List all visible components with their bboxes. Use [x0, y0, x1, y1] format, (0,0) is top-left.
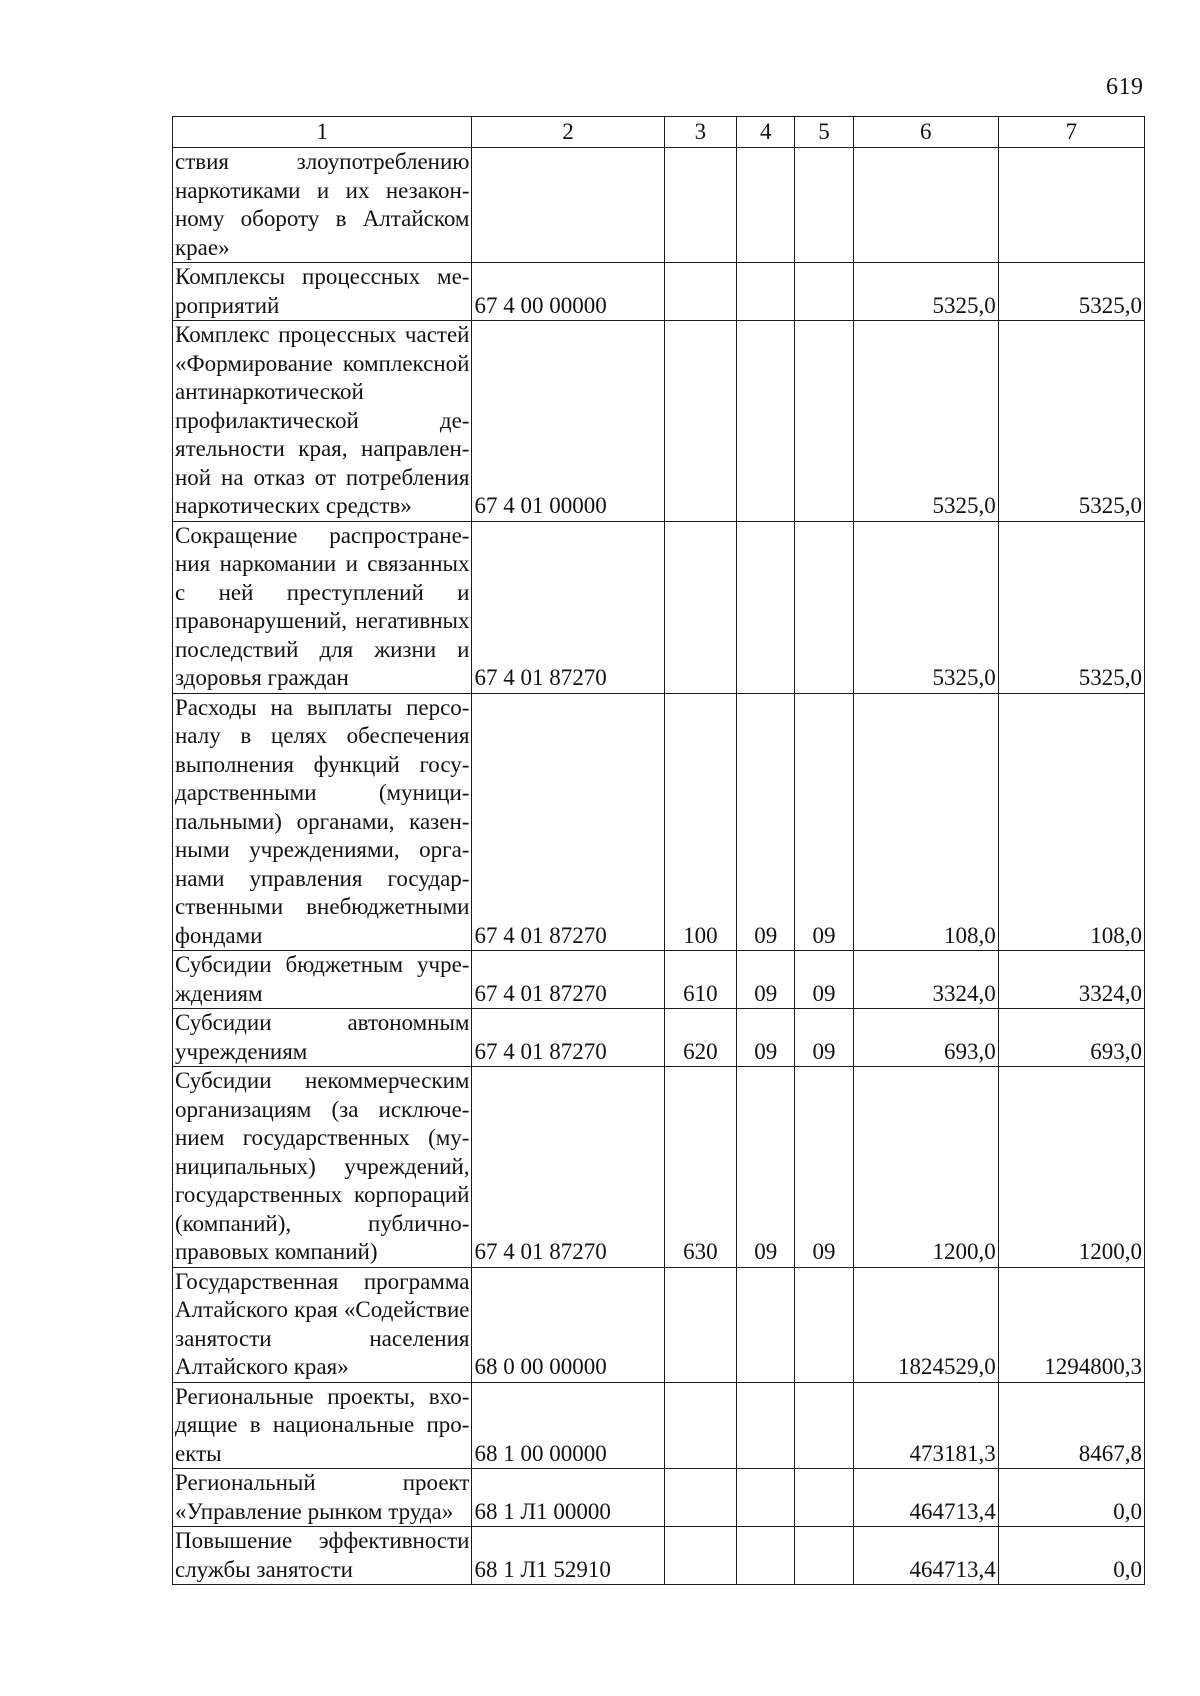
row-col-4: [737, 263, 795, 321]
row-code: [472, 148, 664, 263]
row-col-4: 09: [737, 1067, 795, 1268]
row-name: Субсидии автономным учреждениям: [173, 1009, 472, 1067]
row-col-5: [795, 263, 853, 321]
table-row: [173, 1527, 1145, 1585]
row-col-4: 09: [737, 1009, 795, 1067]
row-col-4: [737, 521, 795, 693]
row-col-6: 5325,0: [853, 521, 998, 693]
row-col-4: [737, 1527, 795, 1585]
page-number: 619: [1106, 74, 1144, 100]
row-name: Комплекс процессных частей «Формирование комплексной антинаркотической профилактической деятельности края, направленной на отказ от потребления наркотических средств»: [173, 321, 472, 522]
row-col-6: [853, 148, 998, 263]
row-code: 67 4 01 87270: [472, 521, 664, 693]
row-col-3: [664, 321, 737, 522]
row-col-3: 610: [664, 951, 737, 1009]
row-name: Субсидии бюджетным учреждениям: [173, 951, 472, 1009]
row-name: Субсидии некоммерческим организациям (за исключением государственных (муниципальных) учреждений, государственных корпораций (компаний), публично-правовых компаний): [173, 1067, 472, 1268]
header-row: [173, 117, 1145, 148]
table-row: [173, 1009, 1145, 1067]
row-name: Расходы на выплаты персоналу в целях обеспечения выполнения функций государственными (муниципальными) органами, казенными учреждениями, органами управления государственными внебюджетными фондами: [173, 693, 472, 951]
header-col-4: 4: [737, 117, 795, 148]
table-row: [173, 321, 1145, 522]
row-col-6: 464713,4: [853, 1469, 998, 1527]
row-col-7: 5325,0: [998, 321, 1144, 522]
row-col-6: 693,0: [853, 1009, 998, 1067]
row-col-3: [664, 1382, 737, 1469]
row-name: Региональный проект «Управление рынком труда»: [173, 1469, 472, 1527]
table-row: [173, 693, 1145, 951]
row-col-5: [795, 1469, 853, 1527]
row-col-5: 09: [795, 693, 853, 951]
row-code: 68 0 00 00000: [472, 1267, 664, 1382]
row-col-6: 5325,0: [853, 263, 998, 321]
row-code: 67 4 01 87270: [472, 693, 664, 951]
row-col-3: 620: [664, 1009, 737, 1067]
row-col-6: 1824529,0: [853, 1267, 998, 1382]
row-code: 67 4 01 00000: [472, 321, 664, 522]
row-col-7: 8467,8: [998, 1382, 1144, 1469]
row-col-3: [664, 148, 737, 263]
row-col-5: [795, 1382, 853, 1469]
table-row: [173, 1382, 1145, 1469]
table-row: [173, 1067, 1145, 1268]
row-col-7: 5325,0: [998, 521, 1144, 693]
row-code: 68 1 Л1 00000: [472, 1469, 664, 1527]
row-col-5: [795, 521, 853, 693]
row-col-4: 09: [737, 693, 795, 951]
row-col-7: 693,0: [998, 1009, 1144, 1067]
header-col-2: 2: [472, 117, 664, 148]
row-col-3: 630: [664, 1067, 737, 1268]
table-row: [173, 1267, 1145, 1382]
row-code: 68 1 Л1 52910: [472, 1527, 664, 1585]
row-col-4: [737, 1382, 795, 1469]
header-col-3: 3: [664, 117, 737, 148]
row-code: 68 1 00 00000: [472, 1382, 664, 1469]
row-col-7: [998, 148, 1144, 263]
row-col-7: 0,0: [998, 1527, 1144, 1585]
row-col-5: 09: [795, 1009, 853, 1067]
row-col-3: [664, 1469, 737, 1527]
row-name: Государственная программа Алтайского края «Содействие занятости населения Алтайского края»: [173, 1267, 472, 1382]
row-col-7: 5325,0: [998, 263, 1144, 321]
row-col-7: 0,0: [998, 1469, 1144, 1527]
row-name: Сокращение распространения наркомании и связанных с ней преступлений и правонарушений, негативных последствий для жизни и здоровья граждан: [173, 521, 472, 693]
row-col-4: [737, 148, 795, 263]
row-col-6: 473181,3: [853, 1382, 998, 1469]
header-col-5: 5: [795, 117, 853, 148]
row-col-4: [737, 1469, 795, 1527]
row-col-5: 09: [795, 951, 853, 1009]
row-code: 67 4 01 87270: [472, 1067, 664, 1268]
row-col-5: 09: [795, 1067, 853, 1268]
row-col-6: 5325,0: [853, 321, 998, 522]
row-col-6: 108,0: [853, 693, 998, 951]
table-row: [173, 951, 1145, 1009]
row-name: Комплексы процессных мероприятий: [173, 263, 472, 321]
row-col-3: [664, 1527, 737, 1585]
row-name: Повышение эффективности службы занятости: [173, 1527, 472, 1585]
row-col-4: [737, 321, 795, 522]
table-row: [173, 263, 1145, 321]
row-code: 67 4 01 87270: [472, 951, 664, 1009]
row-col-6: 1200,0: [853, 1067, 998, 1268]
row-col-3: [664, 521, 737, 693]
row-col-7: 1200,0: [998, 1067, 1144, 1268]
row-col-6: 464713,4: [853, 1527, 998, 1585]
table-row: [173, 1469, 1145, 1527]
row-col-3: 100: [664, 693, 737, 951]
row-col-5: [795, 321, 853, 522]
table-row: [173, 148, 1145, 263]
header-col-1: 1: [173, 117, 472, 148]
row-col-4: 09: [737, 951, 795, 1009]
row-col-7: 108,0: [998, 693, 1144, 951]
row-col-7: 1294800,3: [998, 1267, 1144, 1382]
row-code: 67 4 01 87270: [472, 1009, 664, 1067]
row-col-5: [795, 1267, 853, 1382]
row-col-5: [795, 148, 853, 263]
header-col-7: 7: [998, 117, 1144, 148]
row-name: ствия злоупотреблению наркотиками и их незаконному обороту в Алтайском крае»: [173, 148, 472, 263]
row-col-6: 3324,0: [853, 951, 998, 1009]
row-col-5: [795, 1527, 853, 1585]
row-col-4: [737, 1267, 795, 1382]
table-row: [173, 521, 1145, 693]
row-col-3: [664, 1267, 737, 1382]
header-col-6: 6: [853, 117, 998, 148]
row-name: Региональные проекты, входящие в национальные проекты: [173, 1382, 472, 1469]
row-code: 67 4 00 00000: [472, 263, 664, 321]
budget-table: [172, 116, 1145, 1585]
row-col-3: [664, 263, 737, 321]
row-col-7: 3324,0: [998, 951, 1144, 1009]
